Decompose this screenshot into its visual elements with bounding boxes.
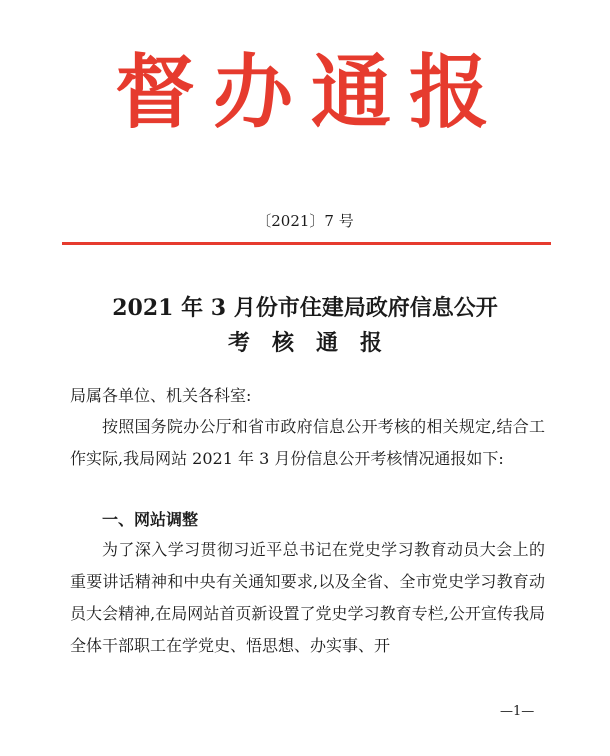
paragraph-intro: 按照国务院办公厅和省市政府信息公开考核的相关规定,结合工作实际,我局网站 2021 年 3 月份信息公开考核情况通报如下: <box>70 417 545 468</box>
page-number: —1— <box>500 704 535 719</box>
paragraph-website-adjustment: 为了深入学习贯彻习近平总书记在党史学习教育动员大会上的重要讲话精神和中央有关通知要求,以及全省、全市党史学习教育动员大会精神,在局网站首页新设置了党史学习教育专栏,公开宣传我局全体干部职工在学党史、悟思想、办实事、开 <box>70 540 545 655</box>
document-title-line-1: 2021 年 3 月份市住建局政府信息公开 <box>112 295 498 321</box>
document-number: 〔2021〕7 号 <box>256 212 354 230</box>
masthead-title: 督办通报 <box>115 45 507 139</box>
salutation: 局属各单位、机关各科室: <box>70 386 252 405</box>
section-heading-1: 一、网站调整 <box>102 510 199 529</box>
red-divider <box>62 242 551 245</box>
document-title-line-2: 考核通报 <box>227 330 404 356</box>
